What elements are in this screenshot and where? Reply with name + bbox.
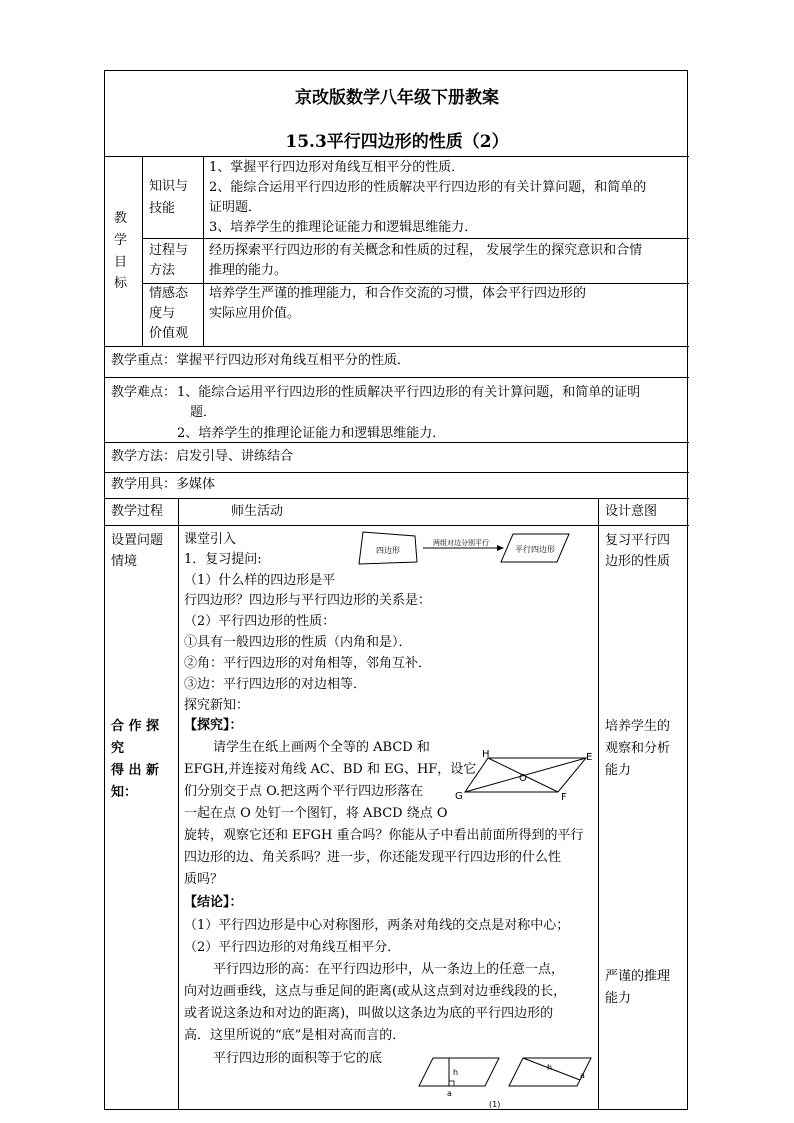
- stage2-label-3: 得 出 新: [111, 763, 160, 778]
- teaching-tools: 教学用具：多媒体: [111, 477, 216, 492]
- arrow-right-icon: [497, 545, 504, 551]
- label-h: H: [482, 749, 490, 760]
- activity-e3: 们分别交于点 O.把这两个平行四边形落在: [184, 784, 424, 799]
- diagram1-box1: 四边形: [376, 546, 400, 555]
- stage1-label-1: 设置问题: [111, 533, 164, 548]
- knowledge-line-4: 3、培养学生的推理论证能力和逻辑思维能力．: [209, 220, 478, 235]
- activity-e4: 一起在点 O 处钉一个图钉，将 ABCD 绕点 O: [184, 806, 448, 821]
- stage3-intent-1: 严谨的推理: [605, 969, 671, 984]
- document-title: 京改版数学八年级下册教案: [295, 88, 499, 108]
- activity-h3: 或者说这条边和对边的距离)，叫做以这条边为底的平行四边形的: [184, 1006, 554, 1021]
- activity-explore: 探究新知：: [184, 698, 250, 713]
- objectives-label-3: 目: [114, 255, 128, 270]
- diagram3-a2: a: [580, 1071, 585, 1080]
- objectives-label-4: 标: [114, 276, 128, 291]
- activity-q2: （2）平行四边形的性质：: [184, 614, 336, 629]
- stage2-label-2: 究: [111, 741, 125, 756]
- intent-header: 设计意图: [605, 504, 658, 519]
- activity-h4: 高．这里所说的“底”是相对高而言的．: [184, 1028, 406, 1043]
- stage1-intent-2: 边形的性质: [605, 554, 671, 569]
- parallelogram-efgh-diagram: [453, 748, 593, 808]
- emotion-line-1: 培养学生严谨的推理能力，和合作交流的习惯，体会平行四边形的: [209, 286, 587, 301]
- difficulty-line-3: 2、培养学生的推理论证能力和逻辑思维能力．: [177, 426, 446, 441]
- label-g: G: [455, 791, 463, 802]
- activity-c1: （1）平行四边形是中心对称图形，两条对角线的交点是对称中心；: [184, 918, 570, 933]
- difficulty-label: 教学难点：: [111, 385, 177, 400]
- key-point: 教学重点：掌握平行四边形对角线互相平分的性质．: [111, 353, 411, 368]
- label-e: E: [586, 752, 593, 763]
- activity-q1a: （1）什么样的四边形是平: [184, 573, 336, 588]
- knowledge-label-2: 技能: [149, 201, 176, 216]
- emotion-label-2: 度与: [149, 306, 176, 321]
- difficulty-line-1: 1、能综合运用平行四边形的性质解决平行四边形的有关计算问题，和简单的证明: [177, 385, 641, 400]
- label-o: O: [519, 773, 527, 784]
- emotion-line-2: 实际应用价值。: [209, 306, 301, 321]
- stage1-intent-1: 复习平行四: [605, 533, 671, 548]
- process-label-2: 方法: [149, 263, 176, 278]
- diagram3-h2: h: [547, 1063, 553, 1072]
- stage2-intent-3: 能力: [605, 763, 632, 778]
- activity-conclusion-tag: 【结论】：: [184, 895, 243, 910]
- emotion-label-3: 价值观: [149, 326, 189, 341]
- diagram3-caption: (1): [489, 1100, 501, 1109]
- activity-e2: EFGH,并连接对角线 AC、BD 和 EG、HF，设它: [184, 762, 477, 777]
- activity-h1: 平行四边形的高：在平行四边形中，从一条边上的任意一点，: [213, 962, 565, 977]
- quad-to-parallelogram-diagram: [357, 528, 573, 568]
- stage2-label-4: 知：: [111, 785, 138, 800]
- activity-p3: ③边：平行四边形的对边相等．: [184, 677, 367, 692]
- process-line-1: 经历探索平行四边形的有关概念和性质的过程， 发展学生的探究意识和合情: [209, 243, 643, 258]
- activity-explore-tag: 【探究】：: [184, 718, 243, 733]
- diagram3-h1: h: [453, 1068, 459, 1077]
- activity-e6: 四边形的边、角关系吗？进一步，你还能发现平行四边形的什么性: [184, 850, 562, 865]
- activity-e1: 请学生在纸上画两个全等的 ABCD 和: [213, 740, 430, 755]
- activity-header: 师生活动: [231, 504, 284, 519]
- process-header: 教学过程: [111, 504, 164, 519]
- activity-q1b: 行四边形？四边形与平行四边形的关系是：: [184, 593, 432, 608]
- teaching-method: 教学方法：启发引导、讲练结合: [111, 449, 294, 464]
- process-label-1: 过程与: [149, 243, 189, 258]
- activity-area: 平行四边形的面积等于它的底: [213, 1051, 383, 1066]
- stage3-intent-2: 能力: [605, 991, 632, 1006]
- diagram1-box2: 平行四边形: [515, 545, 555, 554]
- activity-p2: ②角：平行四边形的对角相等，邻角互补．: [184, 656, 432, 671]
- stage1-label-2: 情境: [111, 554, 138, 569]
- process-line-2: 推理的能力。: [209, 263, 288, 278]
- stage2-intent-1: 培养学生的: [605, 719, 671, 734]
- diagram3-a1: a: [447, 1089, 452, 1098]
- activity-review: 1．复习提问:: [184, 552, 262, 567]
- lesson-plan-page: [104, 70, 688, 1110]
- label-f: F: [561, 792, 567, 803]
- activity-p1: ①具有一般四边形的性质（内角和是）．: [184, 635, 412, 650]
- knowledge-line-3: 证明题．: [209, 200, 262, 215]
- activity-intro: 课堂引入: [184, 532, 237, 547]
- objectives-label-1: 教: [114, 211, 128, 226]
- activity-e5: 旋转，观察它还和 EFGH 重合吗？你能从子中看出前面所得到的平行: [184, 828, 584, 843]
- parallelogram-height-diagram: [415, 1054, 595, 1110]
- lesson-title: 15.3平行四边形的性质（2）: [285, 132, 509, 152]
- stage2-label-1: 合 作 探: [111, 719, 160, 734]
- activity-h2: 向对边画垂线，这点与垂足间的距离(或从这点到对边垂线段的长，: [184, 984, 567, 999]
- stage2-intent-2: 观察和分析: [605, 741, 671, 756]
- knowledge-line-2: 2、能综合运用平行四边形的性质解决平行四边形的有关计算问题，和简单的: [209, 180, 647, 195]
- activity-e7: 质吗？: [184, 872, 224, 887]
- knowledge-label-1: 知识与: [149, 179, 189, 194]
- objectives-label-2: 学: [114, 233, 128, 248]
- emotion-label-1: 情感态: [149, 286, 189, 301]
- difficulty-line-2: 题．: [190, 405, 217, 420]
- diagram1-arrow-label: 两组对边分别平行: [433, 539, 489, 547]
- activity-c2: （2）平行四边形的对角线互相平分．: [184, 940, 401, 955]
- knowledge-line-1: 1、掌握平行四边形对角线互相平分的性质．: [209, 160, 465, 175]
